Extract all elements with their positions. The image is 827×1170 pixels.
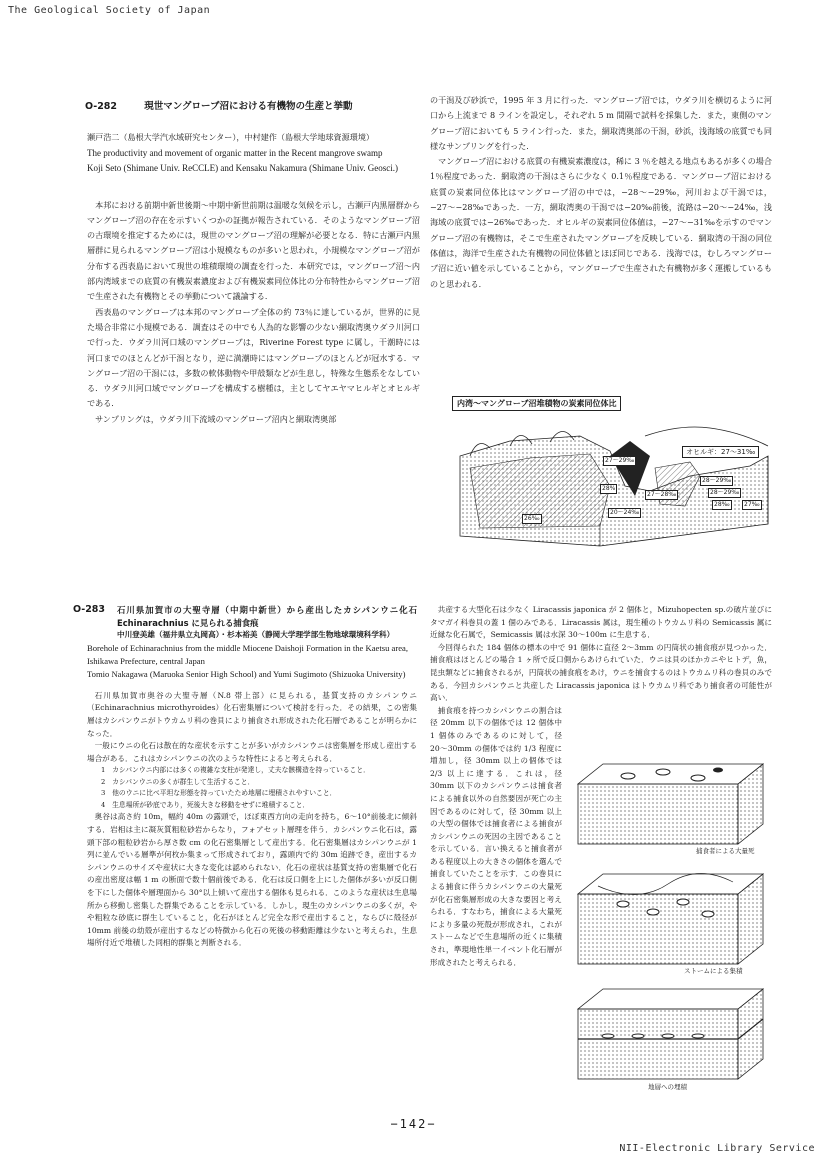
isotope-value: 26‰ bbox=[524, 515, 540, 522]
abstract-2-authors-jp: 中川登美雄（福井県立丸岡高）・杉本裕美（静岡大学理学部生物地球環境科学科） bbox=[117, 630, 395, 640]
abstract-1-number: O-282 bbox=[85, 101, 118, 112]
isotope-value: 28〜29‰ bbox=[702, 477, 732, 484]
abstract-1-paragraph: サンプリングは，ウダラ川下流域のマングローブ沼内と網取湾奥部 bbox=[95, 413, 337, 424]
page-number: −142− bbox=[390, 1117, 437, 1131]
abstract-1-left-column bbox=[87, 99, 420, 427]
abstract-1-paragraph: の干潟及び砂浜で，1995 年 3 月に行った．マングローブ沼では，ウダラ川を横切るように河口から上流まで 8 ラインを設定し，それぞれ 5 m 間隔で試料を採集した．また，東側のマングローブ沼においても 5 ライン行った．また，網取湾奥部の干潟，砂浜，浅海域の底質でも同様なサンプリングを行った． bbox=[430, 95, 772, 151]
abstract-1-figure bbox=[450, 396, 772, 554]
figure-title: 内湾〜マングローブ沼堆積物の炭素同位体比 bbox=[452, 396, 621, 411]
stage-2-block bbox=[578, 873, 763, 964]
stage-3-label: 地層への埋積 bbox=[648, 1083, 687, 1091]
journal-header: The Geological Society of Japan bbox=[8, 5, 211, 16]
list-item: 4 生息場所が砂底であり，死後大きな移動をせずに堆積すること． bbox=[101, 800, 310, 809]
isotope-value: 28% bbox=[602, 485, 616, 492]
abstract-2-paragraph: 共産する大型化石は少なく Liracassis japonica が 2 個体と，Mizuhopecten sp.の破片並びにタマガイ科巻貝の蓋 1 個のみである．Liracassis 属は，現生種のトウカムリ科の Semicassis 属に近縁な化石属で，Semicassis 属は水深 30〜100m に生息する． bbox=[430, 605, 772, 640]
ohirugi-label: オヒルギ：27〜31‰ bbox=[682, 446, 759, 458]
abstract-2-title: 石川県加賀市の大聖寺層（中期中新世）から産出したカシパンウニ化石 Echinarachnius に見られる捕食痕 bbox=[117, 605, 417, 628]
abstract-2-authors-en: Tomio Nakagawa (Maruoka Senior High School) and Yumi Sugimoto (Shizuoka University) bbox=[87, 668, 406, 679]
abstract-2-paragraph: 奥谷は高さ約 10m，幅約 40m の露頭で，ほぼ東西方向の走向を持ち，6〜10°前後北に傾斜する．岩相は主に凝灰質粗粒砂岩からなり，フォアセット層理を伴う．カシパンウニ化石は，露頭下部の粗粒砂岩から厚さ数 cm の化石密集層として産出する．化石密集層はカシパンウニが 1 列に並んでいる層準が何枚か集まって形成されており，露頭内で約 30m 追跡でき，産出するカシパンウニのサイズや産状に大きな変化は認められない．化石の産状は基質支持の密集層で化石の産出密度は幅 1 m の断面で数十個前後である．化石は反口側を上にした個体が多いが反口側を下にした個体や層理面から 30°以上傾いて産出する個体も見られる．このような産状は生息場所から移動し密集した群集であることを示している．しかし，現生のカシパンウニの多くが，やや粗粒な砂底に群生していること，化石がほとんど完全な形で産出すること，ならびに殻径が 10mm 前後の幼殻が産出するなどの特徴から化石の死後の移動距離は少ないと考えられ，生息場所付近で堆積した同相的群集と判断される． bbox=[87, 812, 417, 948]
list-item: 2 カシパンウニの多くが群生して生活すること． bbox=[101, 777, 255, 786]
abstract-2-title-en: Borehole of Echinarachnius from the middle Miocene Daishoji Formation in the Kaetsu area, Ishikawa Prefecture, central Japan bbox=[87, 642, 408, 666]
abstract-2-list bbox=[87, 765, 417, 811]
stage-3-block bbox=[578, 989, 763, 1079]
stage-1-block bbox=[578, 764, 763, 844]
isotope-value: 28〜29‰ bbox=[710, 489, 740, 496]
abstract-1-title-en: The productivity and movement of organic matter in the Recent mangrove swamp bbox=[87, 147, 383, 158]
isotope-cross-section bbox=[450, 396, 772, 554]
water-surface bbox=[645, 427, 768, 446]
abstract-1-paragraph: 西表島のマングローブは本邦のマングローブ全体の約 73％に達しているが，世界的に見た場合非常に小規模である．調査はその中でも人為的な影響の少ない網取湾奥ウダラ川河口で行った．ウダラ川河口域のマングローブは，Riverine Forest type に属し，干潮時には河口までのほとんどが干潟となり，逆に満潮時にはマングローブのほとんどが冠水する．マングローブ沼の干潟には，多数の軟体動物や甲殻類などが生息し，特殊な生態系をなしている．ウダラ川河口域でマングローブを構成する樹種は，主としてヤエヤマヒルギとオヒルギである． bbox=[87, 306, 420, 409]
abstract-1-authors-jp: 瀬戸浩二（島根大学汽水域研究センター），中村建作（島根大学地球資源環境） bbox=[87, 132, 375, 143]
stage-1-label: 捕食者による大量死 bbox=[696, 847, 755, 855]
abstract-2-paragraph: 今回得られた 184 個体の標本の中で 91 個体に直径 2〜3mm の円筒状の捕食痕が見つかった．捕食痕はほとんどの場合 1 ヶ所で反口側からあけられていた．ウニは貝のほかカニやヒトデ，魚，昆虫類などに捕食されるが，円筒状の捕食痕をあけ，ウニを捕食するのはトウカムリ科の巻貝のみである．今回カシパンウニと共産した Liracassis japonica はトウカムリ科であり捕食者の可能性が高い． bbox=[430, 642, 772, 703]
taphonomy-diagram bbox=[568, 754, 772, 1094]
isotope-value: 27〜28‰ bbox=[647, 491, 677, 498]
abstract-1-title: 現世マングローブ沼における有機物の生産と挙動 bbox=[144, 101, 353, 112]
abstract-2-paragraph: 石川県加賀市奥谷の大聖寺層（N.8 帯上部）に見られる，基質支持のカシパンウニ（Echinarachnius microthyroides）化石密集層について検討を行った．その結果，この密集層はカシパンウニがトウカムリ科の巻貝により捕食され形成された化石層であることが明らかになった． bbox=[87, 690, 417, 738]
stage-2-label: ストームによる集積 bbox=[684, 967, 743, 975]
abstract-2-paragraph: 捕食痕を持つカシパンウニの割合は径 20mm 以下の個体では 12 個体中 1 個体のみであるのに対して，径 20〜30mm の個体では約 1/3 程度に増加し，径 30mm 以上の個体では 2/3 以上に達する．これは，径 30mm 以下のカシパンウニは捕食者による捕食以外の自然要因が死亡の主因であるのに対して，径 30mm 以上の大型の個体では捕食者による捕食がカシパンウニの死因の主因であることを示している．言い換えると捕食者がある程度以上の大きさの個体を選んで捕食していたことを示す．この巻貝による捕食に伴うカシパンウニの大量死が化石密集層形成の大きな要因と考えられる．すなわち，捕食による大量死により多量の死殻が形成され，これがストームなどで生息場所の近くに集積され，準現地性単一イベント化石層が形成されたと考えられる． bbox=[430, 705, 562, 967]
abstract-2-number: O-283 bbox=[73, 604, 106, 615]
list-item: 1 カシパンウニ内部には多くの複雑な支柱が発達し，丈夫な骸構造を持っていること． bbox=[101, 766, 370, 775]
abstract-1-paragraph: 本邦における前期中新世後期〜中期中新世前期は温暖な気候を示し，古瀬戸内黒層群からマングローブ沼の存在を示すいくつかの証拠が報告されている．そのようなマングローブ沼の古環境を推定するためには，現世のマングローブ沼の理解が必要となる．特に古瀬戸内黒層群に見られるマングローブ沼は小規模なものが多いと思われ，小規模なマングローブ沼が分布する西表島において現世の堆積環境の調査を行った．本研究では，マングローブ沼〜内部内湾域までの底質の有機炭素濃度および有機炭素同位体比の分布特性からマングローブ沼で生産された有機物とその挙動について議論する． bbox=[87, 199, 420, 302]
abstract-1-paragraph: マングローブ沼における底質の有機炭素濃度は，稀に 3 ％を越える地点もあるが多くの場合 1％程度であった．網取湾の干潟はさらに少なく 0.1％程度である．マングローブ沼における底質の炭素同位体比はマングローブ沼の中では，−28〜−29‰，河川および干潟では，−27〜−28‰であった．一方，網取湾奥の干潟では−20‰前後，流路は−20〜−24‰，浅海域の底質では−26‰であった．オヒルギの炭素同位体値は，−27〜−31‰を示すのでマングローブ沼の有機物は，そこで生産されたマングローブを反映している．網取湾の干潟の同位体値は，海洋で生産された有機物の同位体値とほぼ同じである．浅海では，むしろマングローブ沼に近い値を示していることから，マングローブで生産された有機物が多く運搬しているものと思われる． bbox=[430, 156, 772, 289]
abstract-1-authors-en: Koji Seto (Shimane Univ. ReCCLE) and Kensaku Nakamura (Shimane Univ. Geosci.) bbox=[87, 162, 399, 173]
abstract-2-paragraph: 一般にウニの化石は散在的な産状を示すことが多いがカシパンウニは密集層を形成し産出する場合がある．これはカシパンウニの次のような特性によると考えられる． bbox=[87, 741, 417, 763]
abstract-2-figure bbox=[568, 754, 772, 1094]
isotope-value: 27〜29‰ bbox=[605, 457, 635, 464]
isotope-value: 20〜24‰ bbox=[610, 509, 640, 516]
isotope-value: 28‰ bbox=[714, 501, 730, 508]
nii-footer: NII-Electronic Library Service bbox=[619, 1143, 815, 1154]
isotope-value: 27‰ bbox=[744, 501, 760, 508]
abstract-1-right-column bbox=[430, 93, 772, 292]
abstract-2-left-column bbox=[73, 604, 417, 950]
list-item: 3 他のウニに比べ平坦な形態を持っていたため地層に埋積されやすいこと． bbox=[101, 789, 337, 798]
